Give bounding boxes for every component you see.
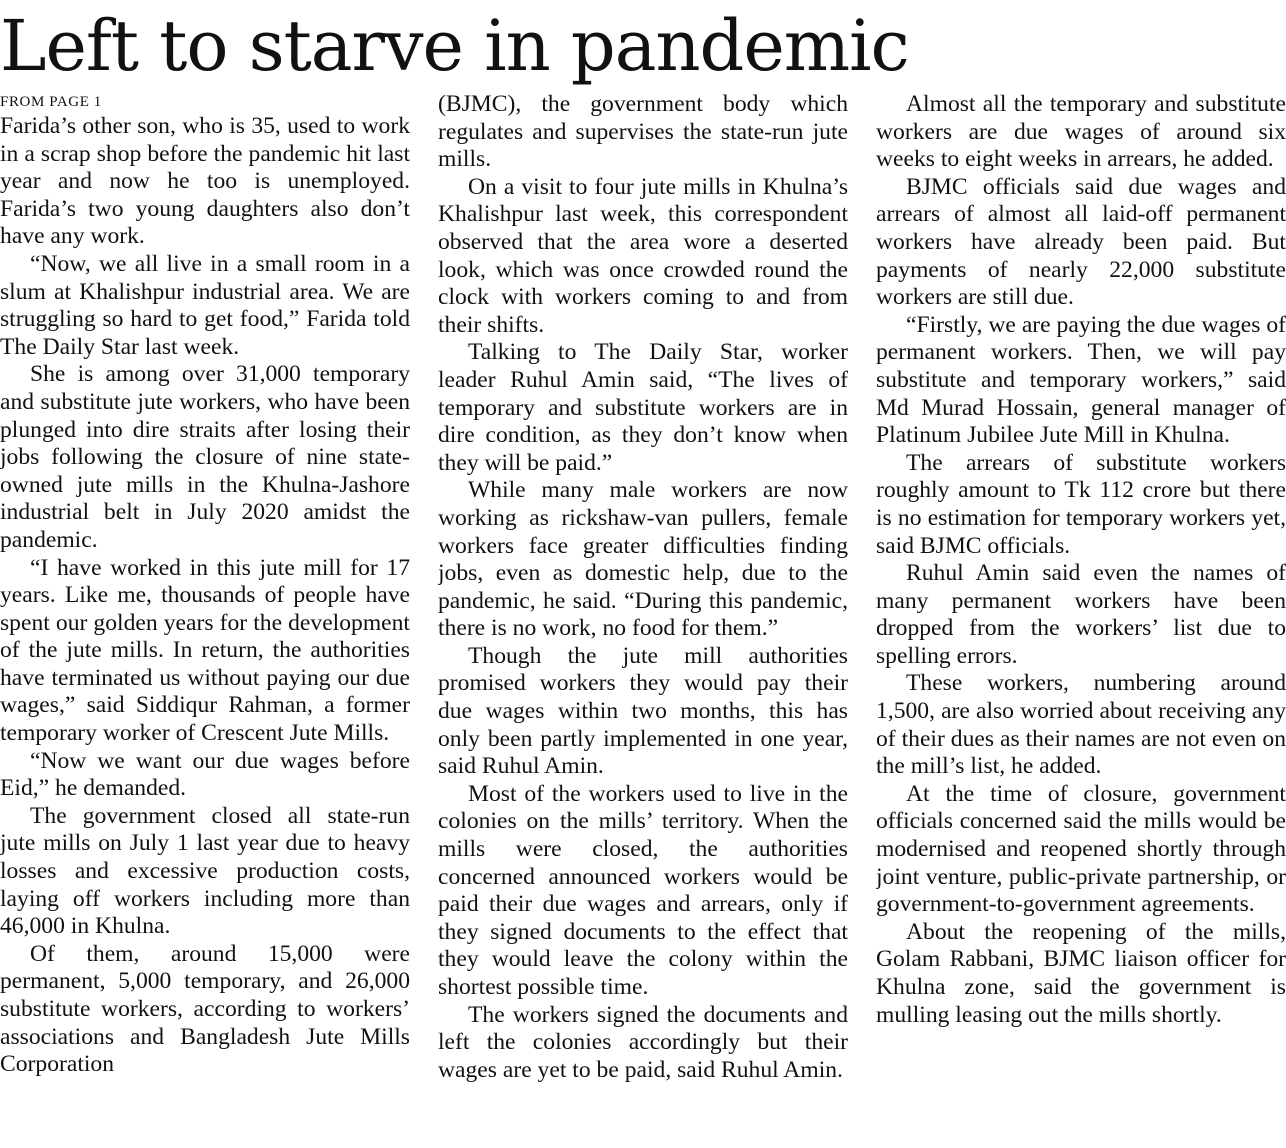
paragraph: BJMC officials said due wages and arrears of almost all laid-off permanent workers have already been paid. But payments of nearly 22,000 substitute workers are still due. <box>876 173 1286 311</box>
paragraph: On a visit to four jute mills in Khulna’s Khalishpur last week, this correspondent observed that the area wore a deserted look, which was once crowded round the clock with workers coming to and from their shifts. <box>438 173 848 338</box>
paragraph: Farida’s other son, who is 35, used to work in a scrap shop before the pandemic hit last year and now he too is unemployed. Farida’s two young daughters also don’t have any work. <box>0 113 410 250</box>
paragraph: The workers signed the documents and left the colonies accordingly but their wages are yet to be paid, said Ruhul Amin. <box>438 1001 848 1083</box>
paragraph: Almost all the temporary and substitute workers are due wages of around six weeks to eight weeks in arrears, he added. <box>876 91 1286 173</box>
paragraph: Talking to The Daily Star, worker leader Ruhul Amin said, “The lives of temporary and substitute workers are in dire condition, as they don’t know when they will be paid.” <box>438 339 848 476</box>
paragraph: Ruhul Amin said even the names of many permanent workers have been dropped from the workers’ list due to spelling errors. <box>876 560 1286 669</box>
paragraph: “Now, we all live in a small room in a slum at Khalishpur industrial area. We are struggling so hard to get food,” Farida told The Daily Star last week. <box>0 250 410 360</box>
paragraph: Though the jute mill authorities promised workers they would pay their due wages within two months, this has only been partly implemented in one year, said Ruhul Amin. <box>438 642 848 780</box>
jump-line: FROM PAGE 1 <box>0 94 102 110</box>
paragraph: At the time of closure, government officials concerned said the mills would be modernised and reopened shortly through joint venture, public-private partnership, or government-to-government agreements. <box>876 780 1286 918</box>
article-column-3 <box>876 91 1286 1146</box>
paragraph: Most of the workers used to live in the colonies on the mills’ territory. When the mills were closed, the authorities concerned announced workers would be paid their due wages and arrears, only if they signed documents to the effect that they would leave the colony within the shortest possible time. <box>438 780 848 1000</box>
paragraph: While many male workers are now working as rickshaw-van pullers, female workers face greater difficulties finding jobs, even as domestic help, due to the pandemic, he said. “During this pandemic, there is no work, no food for them.” <box>438 477 848 642</box>
paragraph: About the reopening of the mills, Golam Rabbani, BJMC liaison officer for Khulna zone, said the government is mulling leasing out the mills shortly. <box>876 918 1286 1028</box>
paragraph: These workers, numbering around 1,500, are also worried about receiving any of their dues as their names are not even on the mill’s list, he added. <box>876 670 1286 780</box>
paragraph: (BJMC), the government body which regulates and supervises the state-run jute mills. <box>438 91 848 173</box>
paragraph: “Firstly, we are paying the due wages of permanent workers. Then, we will pay substitute and temporary workers,” said Md Murad Hossain, general manager of Platinum Jubilee Jute Mill in Khulna. <box>876 311 1286 449</box>
paragraph: “I have worked in this jute mill for 17 years. Like me, thousands of people have spent our golden years for the development of the jute mills. In return, the authorities have terminated us without paying our due wages,” said Siddiqur Rahman, a former temporary worker of Crescent Jute Mills. <box>0 554 410 747</box>
article-column-2 <box>438 91 848 1146</box>
paragraph: She is among over 31,000 temporary and substitute jute workers, who have been plunged into dire straits after losing their jobs following the closure of nine state-owned jute mills in the Khulna-Jashore industrial belt in July 2020 amidst the pandemic. <box>0 361 410 553</box>
paragraph: The government closed all state-run jute mills on July 1 last year due to heavy losses and excessive production costs, laying off workers including more than 46,000 in Khulna. <box>0 802 410 940</box>
article-column-1 <box>0 91 410 1146</box>
headline: Left to starve in pandemic <box>0 5 909 87</box>
paragraph: The arrears of substitute workers roughly amount to Tk 112 crore but there is no estimation for temporary workers yet, said BJMC officials. <box>876 449 1286 559</box>
paragraph: “Now we want our due wages before Eid,” he demanded. <box>0 747 410 802</box>
paragraph: Of them, around 15,000 were permanent, 5,000 temporary, and 26,000 substitute workers, according to workers’ associations and Bangladesh Jute Mills Corporation <box>0 940 410 1078</box>
